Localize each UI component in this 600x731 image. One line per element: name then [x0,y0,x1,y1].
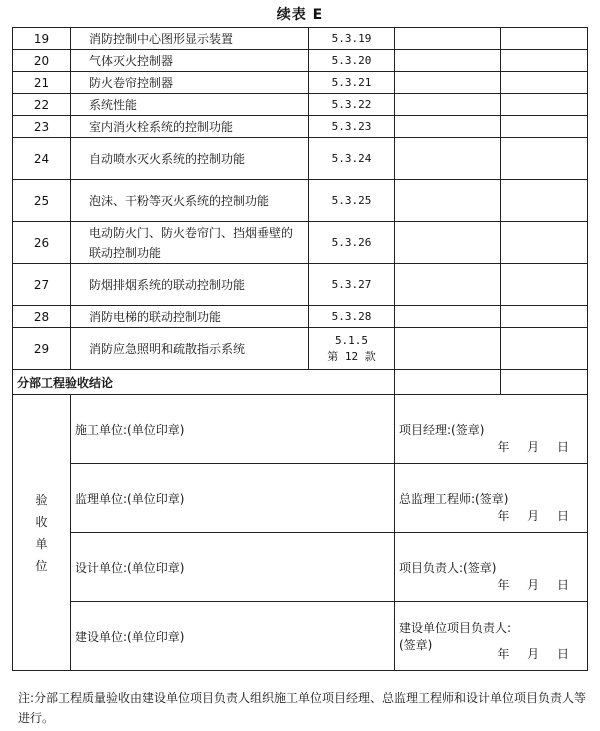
row-number: 29 [13,328,71,370]
row-item: 气体灭火控制器 [71,50,309,72]
row-clause: 5.3.20 [309,50,395,72]
row-item: 系统性能 [71,94,309,116]
row-result [395,116,501,138]
row-number: 19 [13,28,71,50]
signature-row [13,464,588,533]
unit-seal-cell: 监理单位:(单位印章) [71,464,395,533]
conclusion-label: 分部工程验收结论 [13,370,395,395]
row-number: 25 [13,180,71,222]
row-clause: 5.3.26 [309,222,395,264]
row-remark [501,138,588,180]
row-item: 防烟排烟系统的联动控制功能 [71,264,309,306]
row-result [395,138,501,180]
signer-cell [395,395,588,464]
row-clause: 5.3.21 [309,72,395,94]
table-title: 续表 E [276,7,324,23]
table-row [13,328,588,370]
row-result [395,264,501,306]
row-item: 消防电梯的联动控制功能 [71,306,309,328]
signer-cell [395,602,588,671]
row-number: 23 [13,116,71,138]
unit-rows [13,395,588,671]
row-clause: 5.3.24 [309,138,395,180]
unit-seal-cell: 建设单位:(单位印章) [71,602,395,671]
row-result [395,72,501,94]
row-result [395,306,501,328]
row-number: 26 [13,222,71,264]
row-remark [501,328,588,370]
row-number: 21 [13,72,71,94]
row-remark [501,28,588,50]
table-row [13,264,588,306]
conclusion-cell-a [395,370,501,395]
row-result [395,28,501,50]
row-remark [501,94,588,116]
row-result [395,180,501,222]
row-item: 室内消火栓系统的控制功能 [71,116,309,138]
row-remark [501,50,588,72]
row-result [395,222,501,264]
row-remark [501,180,588,222]
conclusion-cell-b [501,370,588,395]
signature-row [13,395,588,464]
table-row [13,306,588,328]
signature-row [13,533,588,602]
row-item: 防火卷帘控制器 [71,72,309,94]
row-number: 28 [13,306,71,328]
row-result [395,94,501,116]
row-remark [501,306,588,328]
row-result [395,50,501,72]
row-number: 24 [13,138,71,180]
row-number: 22 [13,94,71,116]
signature-row [13,602,588,671]
footnote: 注:分部工程质量验收由建设单位项目负责人组织施工单位项目经理、总监理工程师和设计单位项目负责人等进行。 [18,691,587,725]
date-label: 年 月 日 [497,509,569,523]
row-clause: 5.3.28 [309,306,395,328]
row-item: 泡沫、干粉等灭火系统的控制功能 [71,180,309,222]
table-row [13,180,588,222]
signer-label: 项目经理:(签章) [399,422,485,437]
table-row [13,94,588,116]
table-row [13,222,588,264]
table-row [13,50,588,72]
row-clause: 5.3.22 [309,94,395,116]
date-label: 年 月 日 [497,647,569,661]
row-remark [501,222,588,264]
row-clause: 5.3.25 [309,180,395,222]
row-clause: 5.1.5 第 12 款 [309,328,395,370]
row-remark [501,116,588,138]
table-row [13,72,588,94]
acceptance-label: 验 收 单 位 [13,395,71,671]
table-row [13,138,588,180]
date-label: 年 月 日 [497,578,569,592]
row-item: 消防应急照明和疏散指示系统 [71,328,309,370]
signer-label: 建设单位项目负责人: (签章) [399,621,512,652]
signer-cell [395,533,588,602]
table-row [13,28,588,50]
row-remark [501,72,588,94]
row-item: 电动防火门、防火卷帘门、挡烟垂壁的联动控制功能 [71,222,309,264]
conclusion-row [13,370,588,395]
row-clause: 5.3.23 [309,116,395,138]
row-result [395,328,501,370]
row-number: 27 [13,264,71,306]
item-rows [13,28,588,370]
row-number: 20 [13,50,71,72]
date-label: 年 月 日 [497,440,569,454]
table-row [13,116,588,138]
row-clause: 5.3.19 [309,28,395,50]
signer-label: 总监理工程师:(签章) [399,491,509,506]
signer-cell [395,464,588,533]
row-clause: 5.3.27 [309,264,395,306]
row-item: 消防控制中心图形显示装置 [71,28,309,50]
unit-seal-cell: 设计单位:(单位印章) [71,533,395,602]
acceptance-table [12,27,588,671]
unit-seal-cell: 施工单位:(单位印章) [71,395,395,464]
row-item: 自动喷水灭火系统的控制功能 [71,138,309,180]
row-remark [501,264,588,306]
signer-label: 项目负责人:(签章) [399,560,497,575]
